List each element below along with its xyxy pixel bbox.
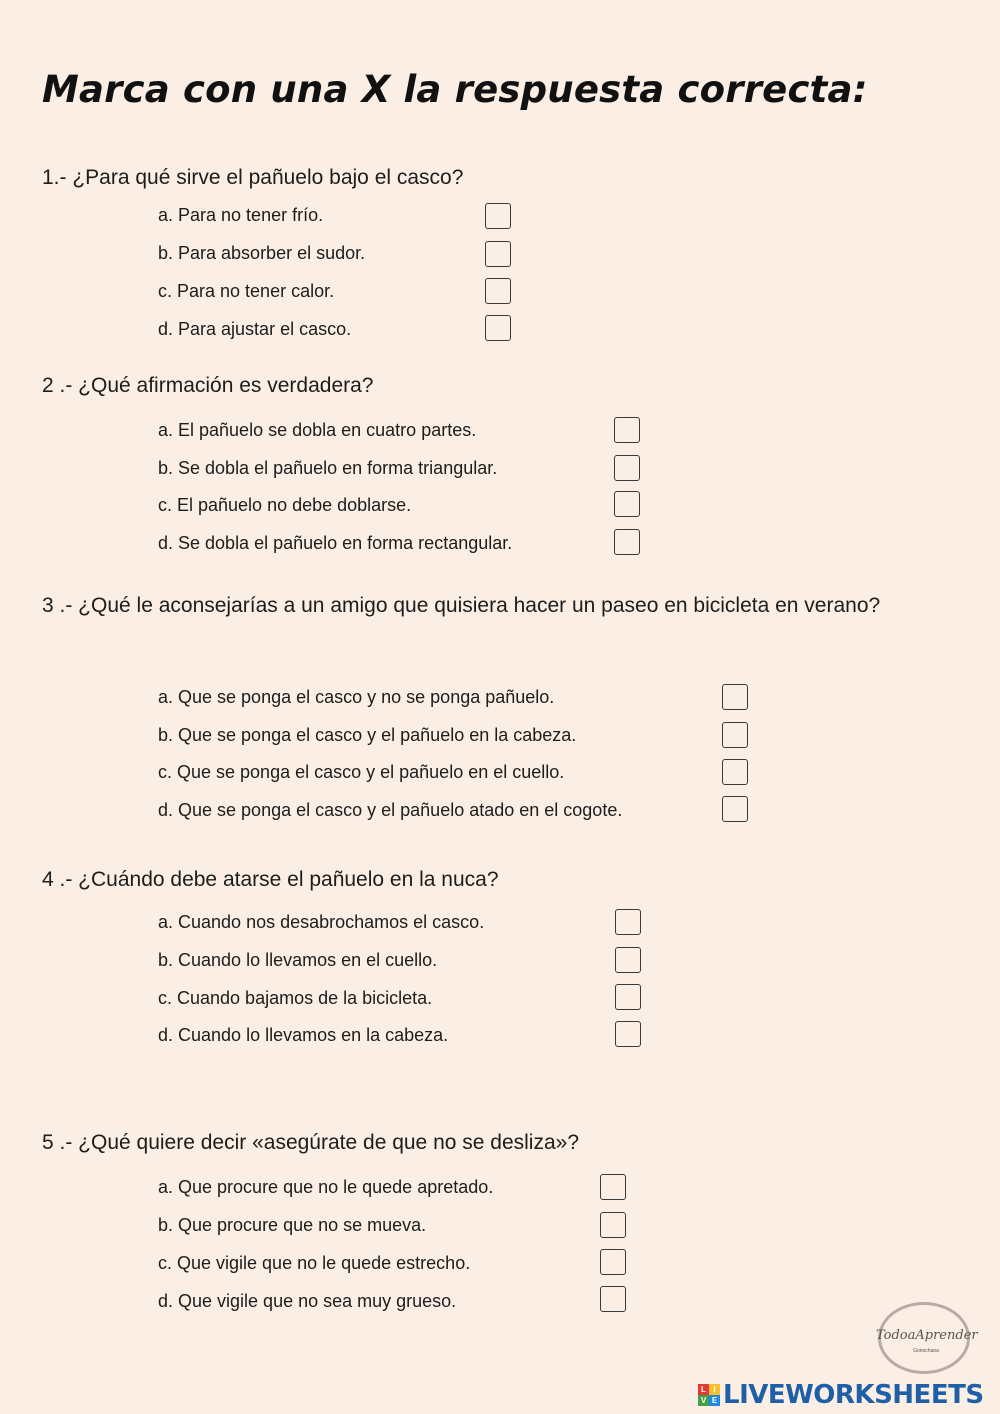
q5-checkbox-d[interactable] [600, 1286, 626, 1312]
liveworksheets-logo-icon: L I V E [698, 1384, 720, 1406]
q1-option-a: a. Para no tener frío. [158, 205, 324, 225]
question-1: 1.- ¿Para qué sirve el pañuelo bajo el casco? [42, 166, 464, 189]
q1-option-d: d. Para ajustar el casco. [158, 319, 352, 339]
q3-option-d: d. Que se ponga el casco y el pañuelo atado en el cogote. [158, 800, 623, 820]
q4-option-a: a. Cuando nos desabrochamos el casco. [158, 912, 485, 932]
question-4: 4 .- ¿Cuándo debe atarse el pañuelo en la nuca? [42, 868, 499, 891]
q2-checkbox-c[interactable] [614, 491, 640, 517]
q3-option-b: b. Que se ponga el casco y el pañuelo en la cabeza. [158, 725, 577, 745]
liveworksheets-footer[interactable] [698, 1380, 984, 1410]
q1-checkbox-a[interactable] [485, 203, 511, 229]
q3-checkbox-d[interactable] [722, 796, 748, 822]
q2-option-a: a. El pañuelo se dobla en cuatro partes. [158, 420, 477, 440]
stamp-subtext: Gonochana [913, 1348, 939, 1354]
stamp-text: TodoaAprender [876, 1328, 978, 1343]
q1-option-c: c. Para no tener calor. [158, 281, 335, 301]
q4-option-b: b. Cuando lo llevamos en el cuello. [158, 950, 438, 970]
q2-option-b: b. Se dobla el pañuelo en forma triangular. [158, 458, 498, 478]
q5-checkbox-a[interactable] [600, 1174, 626, 1200]
q5-option-c: c. Que vigile que no le quede estrecho. [158, 1253, 471, 1273]
q4-checkbox-c[interactable] [615, 984, 641, 1010]
question-5: 5 .- ¿Qué quiere decir «asegúrate de que no se desliza»? [42, 1131, 580, 1154]
page-title: Marca con una X la respuesta correcta: [42, 68, 868, 111]
liveworksheets-brand: LIVEWORKSHEETS [723, 1380, 984, 1410]
question-3: 3 .- ¿Qué le aconsejarías a un amigo que quisiera hacer un paseo en bicicleta en verano? [42, 594, 881, 617]
q4-checkbox-a[interactable] [615, 909, 641, 935]
q2-checkbox-a[interactable] [614, 417, 640, 443]
q5-option-d: d. Que vigile que no sea muy grueso. [158, 1291, 457, 1311]
q5-checkbox-c[interactable] [600, 1249, 626, 1275]
q2-checkbox-b[interactable] [614, 455, 640, 481]
q4-checkbox-d[interactable] [615, 1021, 641, 1047]
q1-checkbox-c[interactable] [485, 278, 511, 304]
q3-checkbox-b[interactable] [722, 722, 748, 748]
q3-checkbox-c[interactable] [722, 759, 748, 785]
q4-option-d: d. Cuando lo llevamos en la cabeza. [158, 1025, 449, 1045]
q3-option-c: c. Que se ponga el casco y el pañuelo en el cuello. [158, 762, 565, 782]
q5-option-a: a. Que procure que no le quede apretado. [158, 1177, 494, 1197]
q3-checkbox-a[interactable] [722, 684, 748, 710]
q2-option-d: d. Se dobla el pañuelo en forma rectangular. [158, 533, 513, 553]
q1-checkbox-b[interactable] [485, 241, 511, 267]
q2-option-c: c. El pañuelo no debe doblarse. [158, 495, 412, 515]
q5-checkbox-b[interactable] [600, 1212, 626, 1238]
q1-checkbox-d[interactable] [485, 315, 511, 341]
q4-checkbox-b[interactable] [615, 947, 641, 973]
q3-option-a: a. Que se ponga el casco y no se ponga pañuelo. [158, 687, 555, 707]
q4-option-c: c. Cuando bajamos de la bicicleta. [158, 988, 433, 1008]
author-stamp-logo [876, 1300, 976, 1382]
q2-checkbox-d[interactable] [614, 529, 640, 555]
q1-option-b: b. Para absorber el sudor. [158, 243, 366, 263]
question-2: 2 .- ¿Qué afirmación es verdadera? [42, 374, 374, 397]
q5-option-b: b. Que procure que no se mueva. [158, 1215, 427, 1235]
